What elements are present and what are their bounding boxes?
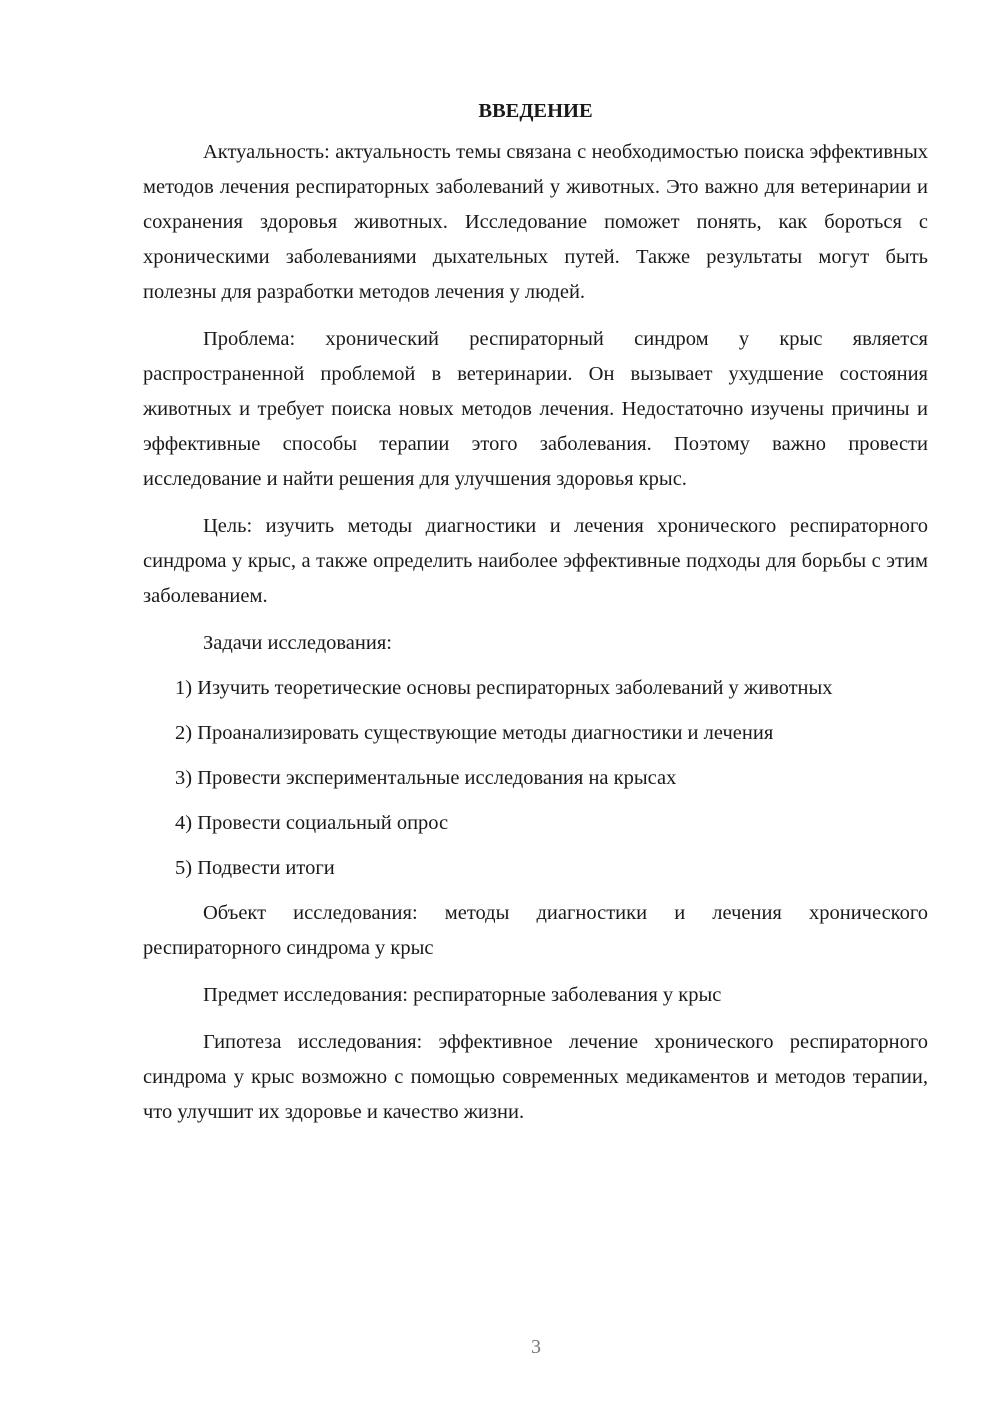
relevance-paragraph: Актуальность: актуальность темы связана с необходимостью поиска эффективных методов лечения респираторных заболеваний у животных. Это важно для ветеринарии и сохранения здоровья животных. Исследование поможет понять, как бороться с хроническими заболеваниями дыхательных путей. Также результаты могут быть полезны для разработки методов лечения у людей. — [143, 141, 928, 303]
page-number: 3 — [531, 1336, 541, 1358]
tasks-list — [143, 671, 928, 886]
document-page — [143, 94, 928, 1130]
task-item: 2) Проанализировать существующие методы диагностики и лечения — [175, 722, 774, 744]
hypothesis-paragraph: Гипотеза исследования: эффективное лечение хронического респираторного синдрома у крыс возможно с помощью современных медикаментов и методов терапии, что улучшит их здоровье и качество жизни. — [143, 1031, 928, 1123]
task-item: 1) Изучить теоретические основы респираторных заболеваний у животных — [175, 677, 833, 699]
task-item: 5) Подвести итоги — [175, 857, 335, 879]
object-paragraph: Объект исследования: методы диагностики и лечения хронического респираторного синдрома у крыс — [143, 902, 928, 959]
section-heading: ВВЕДЕНИЕ — [478, 100, 593, 122]
task-item: 4) Провести социальный опрос — [175, 812, 449, 834]
problem-paragraph: Проблема: хронический респираторный синдром у крыс является распространенной проблемой в ветеринарии. Он вызывает ухудшение состояния животных и требует поиска новых методов лечения. Недостаточно изучены причины и эффективные способы терапии этого заболевания. Поэтому важно провести исследование и найти решения для улучшения здоровья крыс. — [143, 328, 928, 490]
tasks-heading: Задачи исследования: — [203, 632, 392, 654]
goal-paragraph: Цель: изучить методы диагностики и лечения хронического респираторного синдрома у крыс, а также определить наиболее эффективные подходы для борьбы с этим заболеванием. — [143, 515, 928, 607]
subject-paragraph: Предмет исследования: респираторные заболевания у крыс — [203, 984, 722, 1006]
task-item: 3) Провести экспериментальные исследования на крысах — [175, 767, 677, 789]
